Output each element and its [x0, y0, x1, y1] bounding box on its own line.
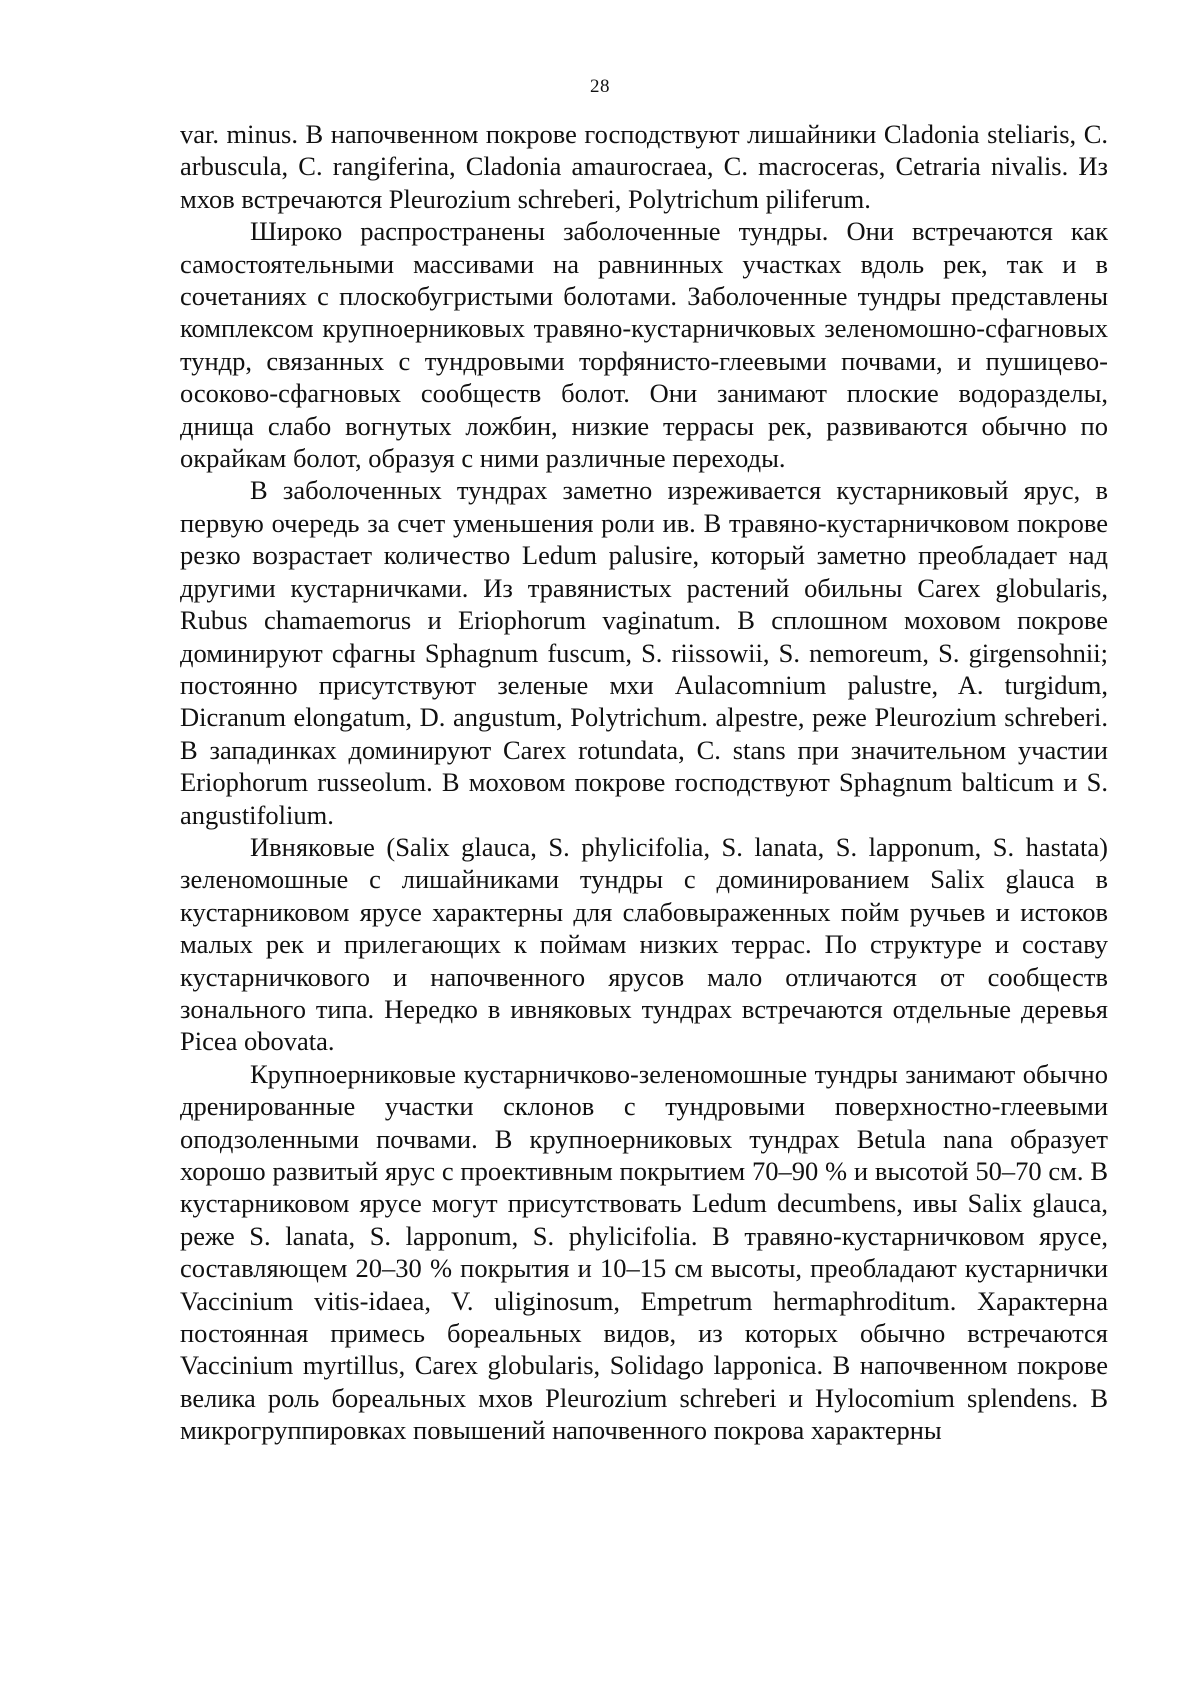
body-text: [180, 118, 1108, 1447]
paragraph-swamped-tundra: Широко распространены заболоченные тундры. Они встречаются как самостоятельными массивами на равнинных участках вдоль рек, так и в сочетаниях с плоскобугристыми болотами. Заболоченные тундры представлены комплексом крупноерниковых травяно-кустарничковых зеленомошно-сфагновых тундр, связанных с тундровыми торфянисто-глеевыми почвами, и пушицево-осоково-сфагновых сообществ болот. Они занимают плоские водоразделы, днища слабо вогнутых ложбин, низкие террасы рек, развиваются обычно по окрайкам болот, образуя с ними различные переходы.: [180, 216, 1108, 474]
paragraph-willow-tundra: Ивняковые (Salix glauca, S. phylicifolia, S. lanata, S. lapponum, S. hastata) зеленомошные с лишайниками тундры с доминированием Salix glauca в кустарниковом ярусе характерны для слабовыраженных пойм ручьев и истоков малых рек и прилегающих к поймам низких террас. По структуре и составу кустарничкового и напочвенного ярусов мало отличаются от сообществ зонального типа. Нередко в ивняковых тундрах встречаются отдельные деревья Picea obovata.: [180, 831, 1108, 1057]
page-number: 28: [590, 76, 610, 97]
paragraph-dwarf-birch-tundra: Крупноерниковые кустарничково-зеленомошные тундры занимают обычно дренированные участки склонов с тундровыми поверхностно-глеевыми оподзоленными почвами. В крупноерниковых тундрах Betula nana образует хорошо развитый ярус с проективным покрытием 70–90 % и высотой 50–70 см. В кустарниковом ярусе могут присутствовать Ledum decumbens, ивы Salix glauca, реже S. lanata, S. lapponum, S. phylicifolia. В травяно-кустарничковом ярусе, составляющем 20–30 % покрытия и 10–15 см высоты, преобладают кустарнички Vaccinium vitis-idaea, V. uliginosum, Empetrum hermaphroditum. Характерна постоянная примесь бореальных видов, из которых обычно встречаются Vaccinium myrtillus, Carex globularis, Solidago lapponica. В напочвенном покрове велика роль бореальных мхов Pleurozium schreberi и Hylocomium splendens. В микрогруппировках повышений напочвенного покрова характерны: [180, 1058, 1108, 1446]
paragraph-shrub-layer: В заболоченных тундрах заметно изреживается кустарниковый ярус, в первую очередь за счет уменьшения роли ив. В травяно-кустарничковом покрове резко возрастает количество Ledum palusire, который заметно преобладает над другими кустарничками. Из травянистых растений обильны Carex globularis, Rubus chamaemorus и Eriophorum vaginatum. В сплошном моховом покрове доминируют сфагны Sphagnum fuscum, S. riissowii, S. nemoreum, S. girgensohnii; постоянно присутствуют зеленые мхи Aulacomnium palustre, A. turgidum, Dicranum elongatum, D. angustum, Polytrichum. alpestre, реже Pleurozium schreberi. В западинках доминируют Carex rotundata, C. stans при значительном участии Eriophorum russeolum. В моховом покрове господствуют Sphagnum balticum и S. angustifolium.: [180, 475, 1108, 830]
paragraph-continuation: var. minus. В напочвенном покрове господствуют лишайники Cladonia steliaris, C. arbuscula, C. rangiferina, Cladonia amaurocraea, C. macroceras, Cetraria nivalis. Из мхов встречаются Pleurozium schreberi, Polytrichum piliferum.: [180, 119, 1108, 214]
